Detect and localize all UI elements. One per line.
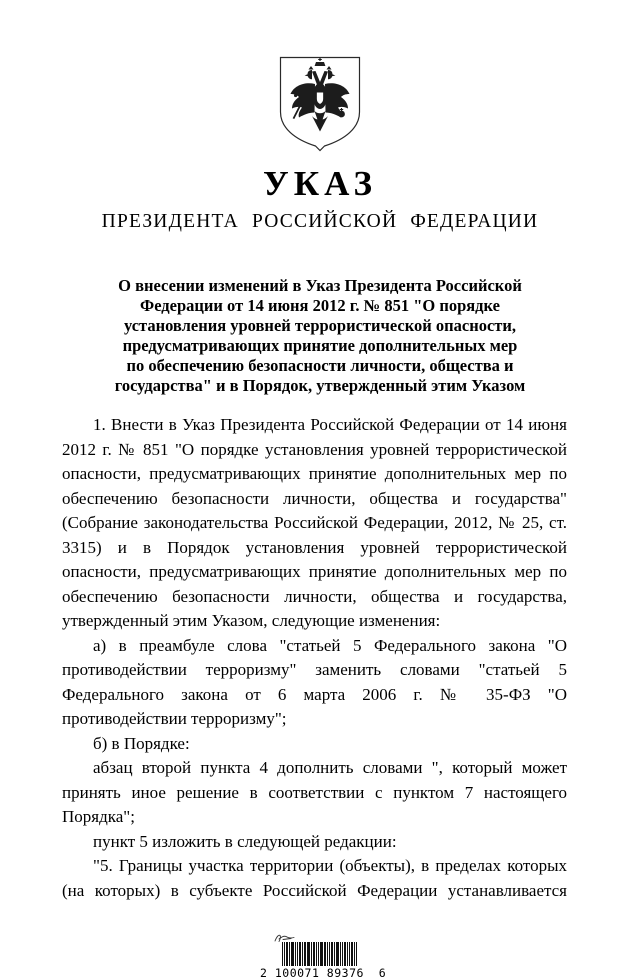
paragraph-item-4: абзац второй пункта 4 дополнить словами ", который может принять иное решение в соответствии с пунктом 7 настоящего Порядка"; <box>62 758 567 826</box>
barcode-digits: 2 100071 89376 6 <box>260 966 387 980</box>
heading-line: установления уровней террористической опасности, <box>123 316 517 335</box>
paragraph-1: 1. Внести в Указ Президента Российской Федерации от 14 июня 2012 г. № 851 "О порядке установления уровней террористической опасности, предусматривающих принятие дополнительных мер по обеспечению безопасности личности, общества и государства" (Собрание законодательства Российской Федерации, 2012, № 25, ст. 3315) и в Порядок установления уровней террористической опасности, предусматривающих принятие дополнительных мер по обеспечению безопасности личности, общества и государства, утвержденный этим Указом, следующие изменения: <box>62 415 567 630</box>
document-subject-heading <box>85 276 555 396</box>
document-issuer: ПРЕЗИДЕНТА РОССИЙСКОЙ ФЕДЕРАЦИИ <box>101 211 539 232</box>
coat-of-arms-icon <box>279 56 361 152</box>
barcode <box>260 942 380 966</box>
heading-line: по обеспечению безопасности личности, общества и <box>126 356 514 375</box>
paragraph-b: б) в Порядке: <box>93 733 190 753</box>
heading-line: Федерации от 14 июня 2012 г. № 851 "О порядке <box>140 296 500 315</box>
heading-line: предусматривающих принятие дополнительных мер <box>122 336 518 355</box>
heading-line: О внесении изменений в Указ Президента Российской <box>118 276 522 295</box>
paragraph-item-5-intro: пункт 5 изложить в следующей редакции: <box>93 831 397 851</box>
document-page <box>0 56 640 980</box>
document-title: УКАЗ <box>263 164 377 203</box>
document-body <box>62 413 567 903</box>
paragraph-a: а) в преамбуле слова "статьей 5 Федерального закона "О противодействии терроризму" заменить словами "статьей 5 Федерального закона от 6 марта 2006 г. № 35-ФЗ "О противодействии терроризму"; <box>62 635 567 728</box>
heading-line: государства" и в Порядок, утвержденный этим Указом <box>114 376 526 395</box>
paragraph-item-5-text: "5. Границы участка территории (объекты), в пределах которых (на которых) в субъекте Российской Федерации устанавливается <box>62 856 567 900</box>
barcode-block <box>260 933 387 980</box>
